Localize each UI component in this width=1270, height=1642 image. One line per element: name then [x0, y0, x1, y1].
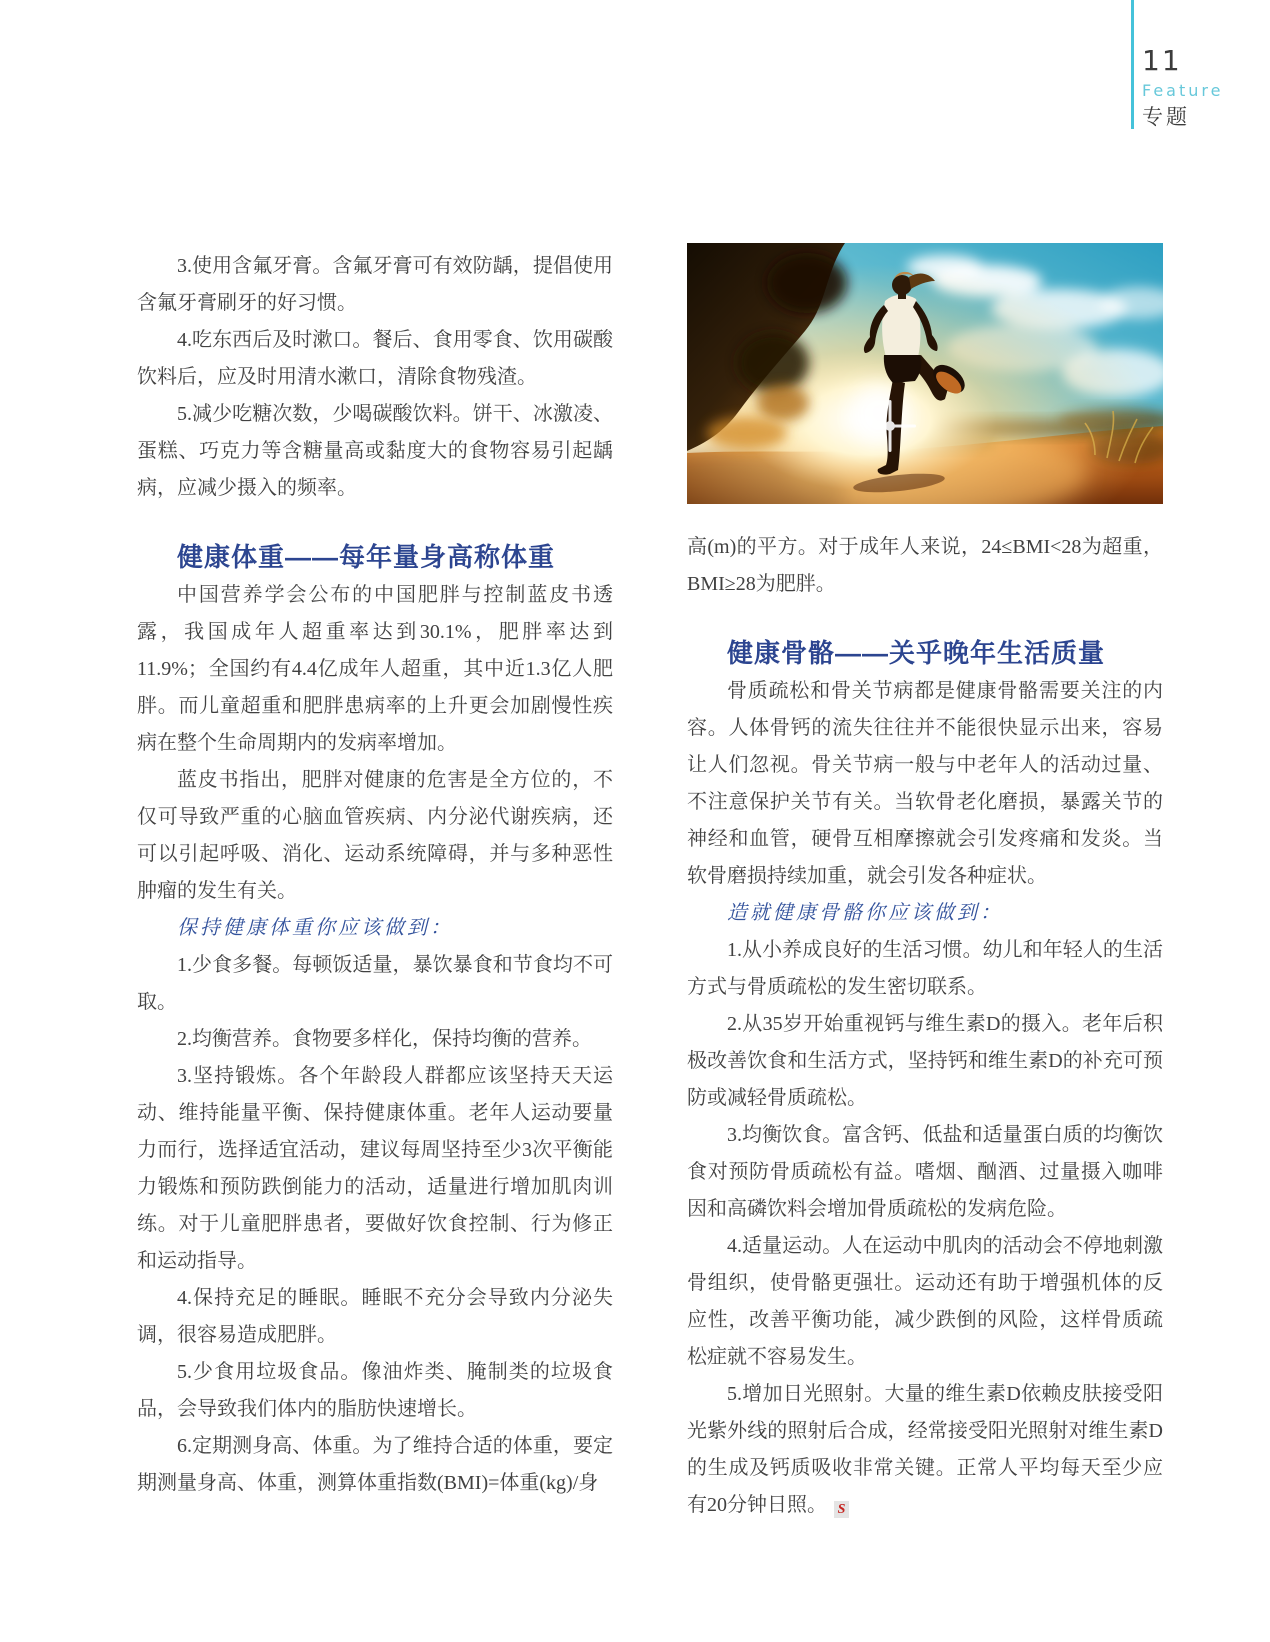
- body-paragraph: 3.使用含氟牙膏。含氟牙膏可有效防龋，提倡使用含氟牙膏刷牙的好习惯。: [137, 255, 613, 314]
- body-paragraph: 1.从小养成良好的生活习惯。幼儿和年轻人的生活方式与骨质疏松的发生密切联系。: [687, 939, 1163, 998]
- body-paragraph: 骨质疏松和骨关节病都是健康骨骼需要关注的内容。人体骨钙的流失往往并不能很快显示出来，容易让人们忽视。骨关节病一般与中老年人的活动过量、不注意保护关节有关。当软骨老化磨损，暴露关节的神经和血管，硬骨互相摩擦就会引发疼痛和发炎。当软骨磨损持续加重，就会引发各种症状。: [687, 680, 1163, 887]
- section-heading-bones: 健康骨骼——关乎晚年生活质量: [727, 638, 1106, 668]
- body-paragraph: 5.减少吃糖次数，少喝碳酸饮料。饼干、冰激凌、蛋糕、巧克力等含糖量高或黏度大的食物容易引起龋病，应减少摄入的频率。: [137, 403, 613, 499]
- page-number: 11: [1142, 44, 1182, 77]
- checklist-subhead: 保持健康体重你应该做到：: [177, 917, 453, 939]
- checklist-subhead: 造就健康骨骼你应该做到：: [727, 902, 1003, 924]
- section-name-zh: 专题: [1142, 106, 1190, 129]
- body-paragraph: 6.定期测身高、体重。为了维持合适的体重，要定期测量身高、体重，测算体重指数(BMI)=体重(kg)/身: [137, 1435, 613, 1494]
- body-paragraph: [687, 1376, 1163, 1524]
- body-paragraph: 2.均衡营养。食物要多样化，保持均衡的营养。: [177, 1028, 592, 1050]
- article-end-icon: S: [834, 1501, 849, 1518]
- paragraph-text: 5.增加日光照射。大量的维生素D依赖皮肤接受阳光紫外线的照射后合成，经常接受阳光照射对维生素D的生成及钙质吸收非常关键。正常人平均每天至少应有20分钟日照。: [687, 1383, 1163, 1516]
- body-paragraph: 3.坚持锻炼。各个年龄段人群都应该坚持天天运动、维持能量平衡、保持健康体重。老年人运动要量力而行，选择适宜活动，建议每周坚持至少3次平衡能力锻炼和预防跌倒能力的活动，适量进行增加肌肉训练。对于儿童肥胖患者，要做好饮食控制、行为修正和运动指导。: [137, 1065, 613, 1272]
- body-paragraph: 4.适量运动。人在运动中肌肉的活动会不停地刺激骨组织，使骨骼更强壮。运动还有助于增强机体的反应性，改善平衡功能，减少跌倒的风险，这样骨质疏松症就不容易发生。: [687, 1235, 1163, 1368]
- section-heading-weight: 健康体重——每年量身高称体重: [177, 542, 556, 572]
- section-name-en: Feature: [1142, 81, 1224, 100]
- photo-illustration: [687, 243, 1163, 504]
- header-accent-line: [1131, 0, 1134, 129]
- body-paragraph: 4.保持充足的睡眠。睡眠不充分会导致内分泌失调，很容易造成肥胖。: [137, 1287, 613, 1346]
- body-paragraph: 2.从35岁开始重视钙与维生素D的摄入。老年后积极改善饮食和生活方式，坚持钙和维生素D的补充可预防或减轻骨质疏松。: [687, 1013, 1163, 1109]
- body-paragraph: 蓝皮书指出，肥胖对健康的危害是全方位的，不仅可导致严重的心脑血管疾病、内分泌代谢疾病，还可以引起呼吸、消化、运动系统障碍，并与多种恶性肿瘤的发生有关。: [137, 769, 613, 902]
- body-paragraph: 3.均衡饮食。富含钙、低盐和适量蛋白质的均衡饮食对预防骨质疏松有益。嗜烟、酗酒、过量摄入咖啡因和高磷饮料会增加骨质疏松的发病危险。: [687, 1124, 1163, 1220]
- right-column: [687, 529, 1163, 1524]
- left-column: [137, 248, 613, 1502]
- runner-sunset-photo: [687, 243, 1163, 504]
- body-paragraph: 1.少食多餐。每顿饭适量，暴饮暴食和节食均不可取。: [137, 954, 613, 1013]
- body-paragraph: 4.吃东西后及时漱口。餐后、食用零食、饮用碳酸饮料后，应及时用清水漱口，清除食物残渣。: [137, 329, 613, 388]
- body-paragraph: 中国营养学会公布的中国肥胖与控制蓝皮书透露，我国成年人超重率达到30.1%，肥胖率达到11.9%；全国约有4.4亿成年人超重，其中近1.3亿人肥胖。而儿童超重和肥胖患病率的上升更会加剧慢性疾病在整个生命周期内的发病率增加。: [137, 584, 613, 754]
- body-paragraph: 5.少食用垃圾食品。像油炸类、腌制类的垃圾食品，会导致我们体内的脂肪快速增长。: [137, 1361, 613, 1420]
- continued-paragraph: 高(m)的平方。对于成年人来说，24≤BMI<28为超重，BMI≥28为肥胖。: [687, 536, 1163, 595]
